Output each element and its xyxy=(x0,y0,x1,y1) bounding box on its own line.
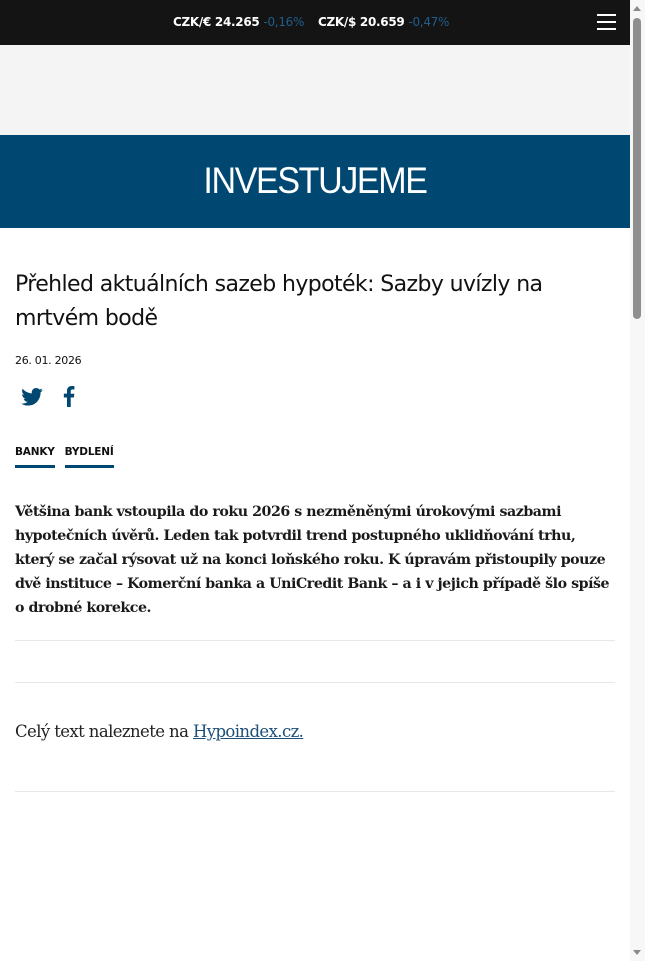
ticker-czk-eur-change: -0,16% xyxy=(263,15,305,29)
hamburger-line xyxy=(597,28,616,30)
fulltext-note xyxy=(15,722,303,741)
hamburger-line xyxy=(597,21,616,23)
article-title: Přehled aktuálních sazeb hypoték: Sazby uvízly na mrtvém bodě xyxy=(15,272,543,331)
facebook-icon xyxy=(63,386,75,407)
facebook-share-button[interactable] xyxy=(63,386,75,407)
hamburger-line xyxy=(597,14,616,16)
article-tags xyxy=(15,446,114,468)
divider xyxy=(15,682,615,683)
scroll-up-arrow-icon[interactable] xyxy=(633,6,641,11)
brand-logo[interactable]: INVESTUJEME xyxy=(203,160,427,201)
ticker-czk-eur xyxy=(173,15,304,29)
divider xyxy=(15,640,615,641)
ticker-czk-usd-change: -0,47% xyxy=(408,15,450,29)
hypoindex-link[interactable]: Hypoindex.cz. xyxy=(192,722,304,741)
twitter-icon xyxy=(21,388,43,406)
ad-placeholder xyxy=(0,45,630,135)
fulltext-prefix: Celý text naleznete na xyxy=(15,722,193,741)
ticker-czk-usd xyxy=(318,15,449,29)
twitter-share-button[interactable] xyxy=(21,388,43,406)
ticker-czk-eur-value: CZK/€ 24.265 xyxy=(173,15,260,29)
ticker-czk-usd-value: CZK/$ 20.659 xyxy=(318,15,405,29)
divider xyxy=(15,791,615,792)
currency-ticker-bar xyxy=(0,0,630,45)
tag-banky[interactable]: BANKY xyxy=(15,446,55,468)
article-perex: Většina bank vstoupila do roku 2026 s nezměněnými úrokovými sazbami hypotečních úvěrů. Leden tak potvrdil trend postupného uklidňování trhu, který se začal rýsovat už na konci loňského roku. K úpravám přistoupily pouze dvě instituce – Komerční banka a UniCredit Bank – a i v jejich případě šlo spíše o drobné korekce. xyxy=(15,504,610,616)
scrollbar-thumb[interactable] xyxy=(633,18,641,319)
brand-header xyxy=(0,135,630,228)
article-date: 26. 01. 2026 xyxy=(15,354,82,367)
vertical-scrollbar[interactable] xyxy=(630,0,645,961)
social-share xyxy=(21,386,75,407)
hamburger-menu-icon[interactable] xyxy=(597,14,616,31)
scroll-down-arrow-icon[interactable] xyxy=(633,950,641,955)
tag-bydleni[interactable]: BYDLENÍ xyxy=(65,446,114,468)
